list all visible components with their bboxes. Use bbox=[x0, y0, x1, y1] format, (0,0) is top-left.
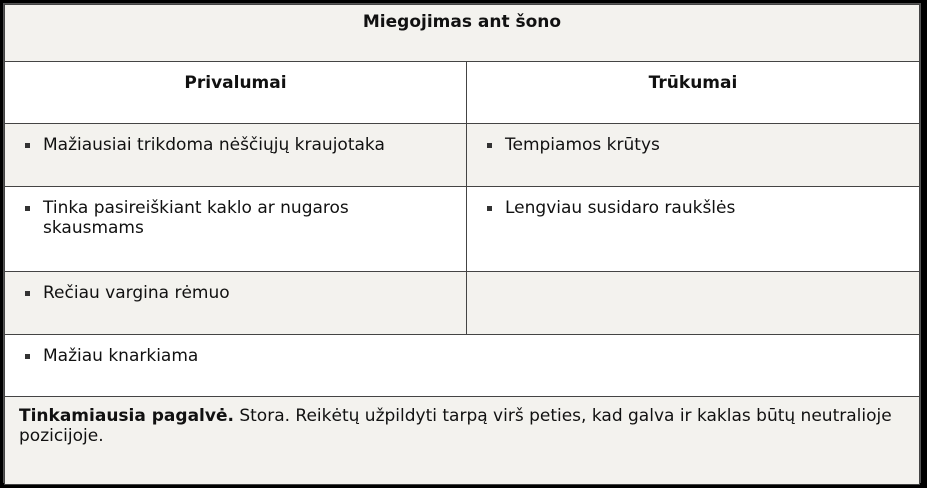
con-text: Tempiamos krūtys bbox=[505, 135, 660, 155]
con-cell bbox=[467, 187, 920, 272]
pillow-note-lead: Tinkamiausia pagalvė. bbox=[19, 406, 234, 426]
bullet-icon bbox=[25, 206, 30, 211]
con-cell-empty bbox=[467, 272, 920, 335]
bullet-icon bbox=[487, 143, 492, 148]
pro-cell bbox=[5, 187, 467, 272]
pro-text: Mažiau knarkiama bbox=[43, 346, 199, 366]
table-row bbox=[5, 124, 920, 187]
pro-text: Rečiau vargina rėmuo bbox=[43, 283, 230, 303]
pro-cell bbox=[5, 272, 467, 335]
pro-cell bbox=[5, 124, 467, 187]
table-row bbox=[5, 272, 920, 335]
header-cons: Trūkumai bbox=[467, 62, 920, 124]
con-text: Lengviau susidaro raukšlės bbox=[505, 198, 736, 218]
pro-cell bbox=[5, 335, 920, 397]
con-cell bbox=[467, 124, 920, 187]
comparison-table-frame bbox=[3, 3, 921, 483]
bullet-icon bbox=[487, 206, 492, 211]
bullet-icon bbox=[25, 291, 30, 296]
pro-text: Tinka pasireiškiant kaklo ar nugaros skausmams bbox=[43, 198, 349, 238]
table-row bbox=[5, 187, 920, 272]
comparison-table bbox=[4, 4, 920, 485]
header-pros: Privalumai bbox=[5, 62, 467, 124]
list-item bbox=[481, 135, 905, 155]
bullet-icon bbox=[25, 143, 30, 148]
pillow-note bbox=[5, 397, 920, 485]
list-item bbox=[19, 346, 905, 366]
pro-text: Mažiausiai trikdoma nėščiųjų kraujotaka bbox=[43, 135, 385, 155]
list-item bbox=[19, 198, 452, 238]
list-item bbox=[19, 283, 452, 303]
table-row bbox=[5, 335, 920, 397]
list-item bbox=[19, 135, 452, 155]
table-title: Miegojimas ant šono bbox=[5, 5, 920, 62]
bullet-icon bbox=[25, 354, 30, 359]
pillow-note-text: Stora. Reikėtų užpildyti tarpą virš peties, kad galva ir kaklas būtų neutralioje pozicijoje. bbox=[19, 406, 892, 446]
list-item bbox=[481, 198, 905, 218]
